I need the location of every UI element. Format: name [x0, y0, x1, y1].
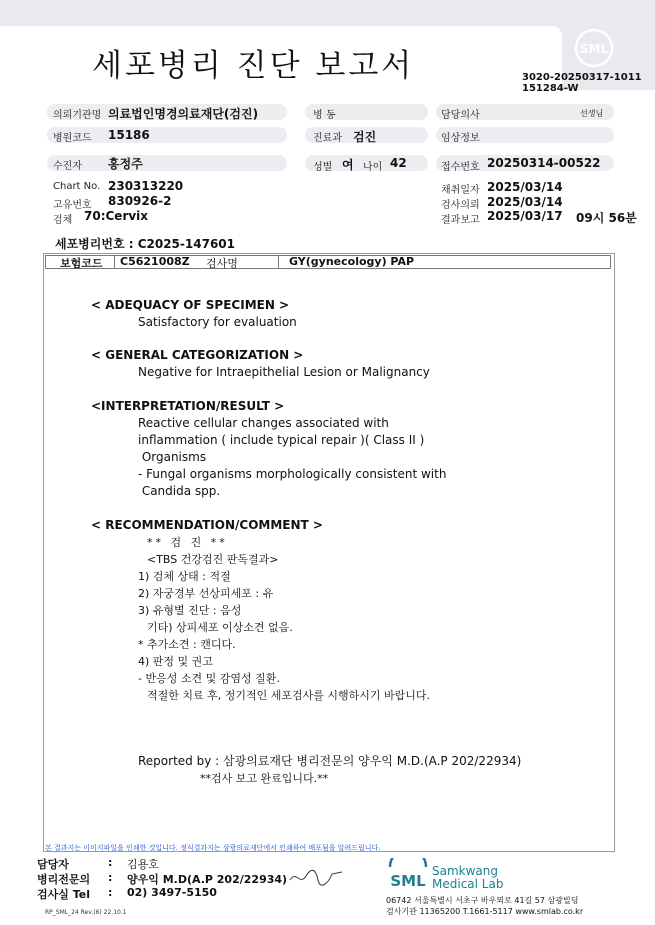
- ward-label: 병 동: [313, 110, 336, 121]
- chart-label: Chart No.: [53, 181, 101, 192]
- pathologist-label: 병리전문의: [37, 873, 91, 886]
- sex-value: 여: [342, 158, 354, 172]
- recommendation-line: * 추가소견 : 캔디다.: [138, 638, 236, 651]
- sml-logo-icon: [574, 28, 614, 68]
- recommendation-line: 1) 검체 상태 : 적절: [138, 570, 231, 583]
- interpretation-line: - Fungal organisms morphologically consistent with: [138, 467, 447, 481]
- collect-value: 2025/03/14: [487, 180, 563, 194]
- recommendation-line: - 반응성 소견 및 감염성 질환.: [138, 672, 280, 685]
- insurance-code-bar: [45, 255, 611, 269]
- signature-icon: [288, 866, 344, 892]
- interpretation-line: Candida spp.: [138, 484, 221, 498]
- svg-text:SML: SML: [579, 42, 609, 56]
- staff-value: 김용호: [127, 858, 159, 871]
- chart-value: 230313220: [108, 179, 184, 193]
- doctor-value: 선생님: [580, 109, 604, 118]
- test-divider: [278, 256, 279, 268]
- test-name-label: 검사명: [206, 257, 238, 270]
- request-value: 2025/03/14: [487, 195, 563, 209]
- recommendation-line: 기타) 상피세포 이상소견 없음.: [147, 621, 293, 634]
- dept-label: 진료과: [313, 133, 342, 144]
- test-name-value: GY(gynecology) PAP: [289, 255, 415, 268]
- tel-value: 02) 3497-5150: [127, 886, 217, 899]
- interpretation-line: Organisms: [138, 450, 207, 464]
- code-divider: [114, 256, 115, 268]
- tel-colon: :: [108, 886, 113, 899]
- lab-address: 06742 서울특별시 서초구 바우뫼로 41길 57 삼광빌딩: [386, 896, 579, 905]
- general-heading: < GENERAL CATEGORIZATION >: [91, 348, 304, 362]
- report-title: 세포병리 진단 보고서: [92, 48, 415, 84]
- pathologist-value: 양우익 M.D(A.P 202/22934): [127, 873, 288, 886]
- recommendation-line: 3) 유형별 진단 : 음성: [138, 604, 242, 617]
- uid-label: 고유번호: [53, 200, 92, 211]
- recommendation-line: 적절한 치료 후, 정기적인 세포검사를 시행하시기 바랍니다.: [147, 689, 430, 702]
- collect-label: 채취일자: [441, 185, 480, 196]
- doctor-label: 담당의사: [441, 110, 480, 121]
- age-value: 42: [390, 156, 407, 170]
- report-date-label: 결과보고: [441, 215, 480, 226]
- institution-label: 의뢰기관명: [53, 110, 102, 121]
- institution-value: 의료법인명경의료재단(검진): [108, 107, 259, 121]
- patient-value: 홍정주: [108, 157, 143, 171]
- interpretation-line: Reactive cellular changes associated with: [138, 416, 389, 430]
- clinical-label: 임상정보: [441, 133, 480, 144]
- dept-value: 검진: [353, 130, 377, 144]
- lab-contact: 검사기관 11365200 T.1661-5117 www.smlab.co.kr: [386, 907, 584, 916]
- uid-value: 830926-2: [108, 194, 172, 208]
- hospital-code-value: 15186: [108, 128, 150, 142]
- interpretation-line: inflammation ( include typical repair )( Class II ): [138, 433, 425, 447]
- adequacy-value: Satisfactory for evaluation: [138, 315, 297, 329]
- recommendation-line: <TBS 건강검진 판독결과>: [147, 553, 279, 566]
- recommendation-line: ** 검 진 **: [147, 536, 228, 549]
- recommendation-heading: < RECOMMENDATION/COMMENT >: [91, 518, 323, 532]
- age-label: 나이: [363, 162, 383, 173]
- report-complete: **검사 보고 완료입니다.**: [200, 772, 329, 785]
- form-code: RP_SML_24 Rev.(6) 22.10.1: [45, 909, 127, 916]
- hospital-code-label: 병원코드: [53, 133, 92, 144]
- staff-label: 담당자: [37, 858, 69, 871]
- receipt-label: 접수번호: [441, 162, 480, 173]
- patient-pill: [47, 155, 287, 171]
- specimen-value: 70:Cervix: [84, 209, 149, 223]
- tel-label: 검사실 Tel: [37, 888, 90, 901]
- reported-by: Reported by : 삼광의료재단 병리전문의 양우익 M.D.(A.P 202/22934): [138, 754, 522, 768]
- specimen-label: 검체: [53, 215, 73, 226]
- adequacy-heading: < ADEQUACY OF SPECIMEN >: [91, 298, 290, 312]
- recommendation-line: 4) 판정 및 권고: [138, 655, 213, 668]
- sex-label: 성별: [313, 162, 333, 173]
- report-time-value: 09시 56분: [576, 211, 637, 225]
- general-value: Negative for Intraepithelial Lesion or Malignancy: [138, 365, 430, 379]
- print-notice: 본 결과지는 이미지파일을 인쇄한 것입니다. 정식결과지는 삼광의료재단에서 인쇄하여 배포됨을 알려드립니다.: [45, 844, 381, 852]
- interpretation-heading: <INTERPRETATION/RESULT >: [91, 399, 285, 413]
- document-number: 3020-20250317-1011 151284-W: [522, 72, 642, 94]
- recommendation-line: 2) 자궁경부 선상피세포 : 유: [138, 587, 274, 600]
- pathology-number: 세포병리번호 : C2025-147601: [55, 237, 235, 251]
- svg-text:SML: SML: [390, 872, 426, 890]
- pathologist-colon: :: [108, 871, 113, 884]
- receipt-value: 20250314-00522: [487, 156, 601, 170]
- patient-label: 수진자: [53, 161, 82, 172]
- staff-colon: :: [108, 856, 113, 869]
- insurance-code-value: C5621008Z: [120, 255, 190, 268]
- insurance-code-label: 보험코드: [60, 257, 103, 270]
- samkwang-logo-icon: [386, 858, 430, 896]
- request-label: 검사의뢰: [441, 200, 480, 211]
- lab-name: Samkwang Medical Lab: [432, 864, 504, 891]
- report-date-value: 2025/03/17: [487, 209, 563, 223]
